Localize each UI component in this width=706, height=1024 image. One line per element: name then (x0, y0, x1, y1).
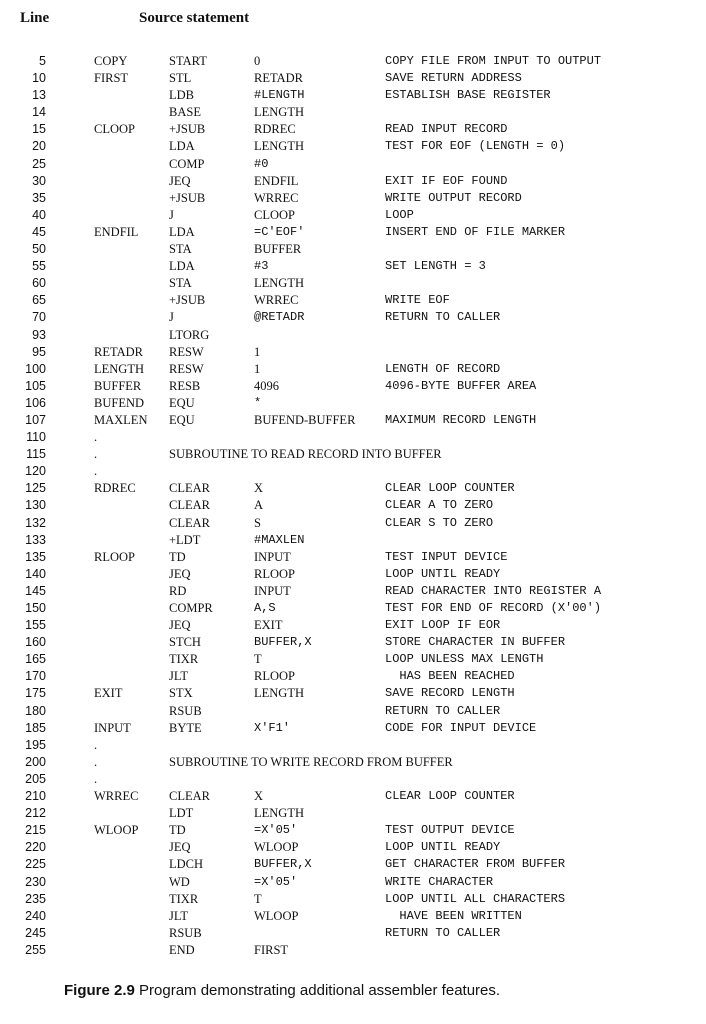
comment-field: ESTABLISH BASE REGISTER (385, 88, 551, 103)
label-field: ENDFIL (94, 224, 139, 239)
operand-field: FIRST (254, 942, 289, 957)
opcode-field: +JSUB (169, 190, 206, 205)
comment-field: LOOP UNTIL READY (385, 566, 501, 581)
opcode-field: SUBROUTINE TO READ RECORD INTO BUFFER (169, 447, 442, 462)
label-field: RETADR (94, 344, 143, 359)
listing-row (0, 497, 706, 514)
operand-field: WRREC (254, 190, 299, 205)
operand-field: RETADR (254, 71, 303, 86)
line-number: 195 (25, 737, 46, 752)
listing-row (0, 224, 706, 241)
operand-field: RLOOP (254, 669, 295, 684)
opcode-field: CLEAR (169, 498, 210, 513)
line-number: 10 (32, 71, 46, 86)
opcode-field: LDA (169, 259, 195, 274)
caption-text: Program demonstrating additional assembler features. (139, 982, 501, 999)
operand-field: =C'EOF' (254, 224, 305, 239)
listing-row (0, 480, 706, 497)
line-number: 155 (25, 618, 46, 633)
operand-field: X (254, 789, 264, 804)
line-number: 30 (32, 173, 46, 188)
operand-field: 4096 (254, 378, 279, 393)
opcode-field: END (169, 942, 195, 957)
comment-field: CLEAR S TO ZERO (385, 515, 494, 530)
operand-field: LENGTH (254, 806, 304, 821)
operand-field: WLOOP (254, 840, 299, 855)
listing-row (0, 87, 706, 104)
label-field: . (94, 754, 98, 769)
opcode-field: TD (169, 549, 186, 564)
comment-field: INSERT END OF FILE MARKER (385, 224, 566, 239)
opcode-field: JEQ (169, 840, 191, 855)
line-number: 185 (25, 720, 46, 735)
line-number: 225 (25, 857, 46, 872)
label-field: BUFFER (94, 378, 142, 393)
listing-row (0, 583, 706, 600)
opcode-field: STA (169, 276, 192, 291)
opcode-field: RD (169, 583, 187, 598)
line-number: 13 (32, 88, 46, 103)
label-field: INPUT (94, 720, 131, 735)
figure-number: Figure 2.9 (64, 982, 135, 999)
operand-field: T (254, 891, 262, 906)
label-field: . (94, 447, 98, 462)
comment-field: WRITE EOF (385, 293, 450, 308)
operand-field: A (254, 498, 264, 513)
listing-row (0, 874, 706, 891)
listing-row (0, 378, 706, 395)
line-number: 135 (25, 549, 46, 564)
opcode-field: +JSUB (169, 293, 206, 308)
listing-row (0, 668, 706, 685)
listing-row (0, 361, 706, 378)
line-number: 145 (25, 583, 46, 598)
opcode-field: BYTE (169, 720, 202, 735)
opcode-field: LDA (169, 224, 195, 239)
label-field: . (94, 464, 98, 479)
listing-row (0, 685, 706, 702)
label-field: MAXLEN (94, 412, 148, 427)
line-number: 245 (25, 925, 46, 940)
label-field: RLOOP (94, 549, 135, 564)
label-field: BUFEND (94, 395, 145, 410)
opcode-field: +JSUB (169, 122, 206, 137)
operand-field: =X'05' (254, 823, 298, 838)
operand-field: T (254, 652, 262, 667)
opcode-field: RSUB (169, 925, 202, 940)
line-number: 240 (25, 908, 46, 923)
opcode-field: CLEAR (169, 481, 210, 496)
line-number: 235 (25, 891, 46, 906)
listing-row (0, 70, 706, 87)
line-number: 25 (32, 156, 46, 171)
comment-field: SET LENGTH = 3 (385, 259, 486, 274)
listing-row (0, 891, 706, 908)
comment-field: TEST INPUT DEVICE (385, 549, 508, 564)
operand-field: LENGTH (254, 139, 304, 154)
operand-field: WRREC (254, 293, 299, 308)
comment-field: READ CHARACTER INTO REGISTER A (385, 583, 602, 598)
line-number: 175 (25, 686, 46, 701)
line-number: 180 (25, 703, 46, 718)
line-number: 93 (32, 327, 46, 342)
listing-row (0, 515, 706, 532)
listing-row (0, 771, 706, 788)
listing-row (0, 275, 706, 292)
comment-field: RETURN TO CALLER (385, 703, 501, 718)
comment-field: TEST FOR END OF RECORD (X'00') (385, 601, 602, 615)
opcode-field: EQU (169, 412, 195, 427)
opcode-field: SUBROUTINE TO WRITE RECORD FROM BUFFER (169, 754, 453, 769)
operand-field: BUFEND-BUFFER (254, 412, 356, 427)
operand-field: LENGTH (254, 276, 304, 291)
opcode-field: STCH (169, 635, 201, 650)
operand-field: #MAXLEN (254, 532, 305, 547)
listing-row (0, 617, 706, 634)
line-number: 35 (32, 190, 46, 205)
opcode-field: EQU (169, 395, 195, 410)
listing-row (0, 463, 706, 480)
opcode-field: J (169, 310, 174, 325)
listing-row (0, 549, 706, 566)
comment-field: EXIT LOOP IF EOR (385, 618, 501, 633)
line-number: 70 (32, 310, 46, 325)
line-number: 95 (32, 344, 46, 359)
comment-field: STORE CHARACTER IN BUFFER (385, 635, 566, 650)
operand-field: RDREC (254, 122, 296, 137)
comment-field: CLEAR A TO ZERO (385, 498, 494, 513)
operand-field: X (254, 481, 264, 496)
operand-field: INPUT (254, 549, 291, 564)
line-number: 150 (25, 601, 46, 615)
comment-field: 4096-BYTE BUFFER AREA (385, 378, 537, 393)
opcode-field: TD (169, 823, 186, 838)
opcode-field: JEQ (169, 173, 191, 188)
operand-field: A,S (254, 601, 276, 615)
listing-row (0, 344, 706, 361)
listing-row (0, 241, 706, 258)
listing-row (0, 309, 706, 326)
operand-field: CLOOP (254, 207, 295, 222)
line-number: 20 (32, 139, 46, 154)
operand-field: LENGTH (254, 105, 304, 120)
operand-field: EXIT (254, 618, 283, 633)
label-field: CLOOP (94, 122, 135, 137)
operand-field: S (254, 515, 261, 530)
operand-field: BUFFER,X (254, 635, 312, 650)
listing-row (0, 258, 706, 275)
line-number: 100 (25, 361, 46, 376)
opcode-field: COMPR (169, 601, 213, 615)
opcode-field: START (169, 54, 207, 68)
listing-row (0, 207, 706, 224)
line-number: 130 (25, 498, 46, 513)
line-number: 115 (26, 447, 46, 462)
label-field: EXIT (94, 686, 123, 701)
line-number: 60 (32, 276, 46, 291)
comment-field: LOOP UNTIL ALL CHARACTERS (385, 891, 566, 906)
line-number: 132 (25, 515, 46, 530)
opcode-field: LDA (169, 139, 195, 154)
listing-header (0, 10, 706, 30)
label-field: WLOOP (94, 823, 139, 838)
comment-field: LOOP (385, 207, 414, 222)
comment-field: HAS BEEN REACHED (385, 669, 515, 684)
listing-row (0, 600, 706, 617)
listing-row (0, 634, 706, 651)
operand-field: * (254, 395, 262, 410)
opcode-field: LDB (169, 88, 194, 103)
comment-field: WRITE CHARACTER (385, 874, 494, 889)
line-number: 105 (25, 378, 46, 393)
comment-field: READ INPUT RECORD (385, 122, 508, 137)
operand-field: 0 (254, 54, 261, 68)
line-number: 200 (25, 754, 46, 769)
listing-row (0, 138, 706, 155)
listing-row (0, 53, 706, 70)
comment-field: CLEAR LOOP COUNTER (385, 789, 515, 804)
label-field: . (94, 430, 98, 445)
operand-field: BUFFER (254, 242, 302, 257)
label-field: LENGTH (94, 361, 144, 376)
listing-row (0, 805, 706, 822)
line-number: 40 (32, 207, 46, 222)
comment-field: TEST FOR EOF (LENGTH = 0) (385, 139, 566, 154)
comment-field: WRITE OUTPUT RECORD (385, 190, 522, 205)
listing-row (0, 190, 706, 207)
listing-row (0, 754, 706, 771)
comment-field: MAXIMUM RECORD LENGTH (385, 412, 537, 427)
operand-field: #3 (254, 259, 269, 274)
line-number: 220 (25, 840, 46, 855)
comment-field: HAVE BEEN WRITTEN (385, 908, 522, 923)
comment-field: CLEAR LOOP COUNTER (385, 481, 515, 496)
operand-field: 1 (254, 344, 261, 359)
listing-row (0, 566, 706, 583)
comment-field: COPY FILE FROM INPUT TO OUTPUT (385, 54, 602, 68)
listing-row (0, 412, 706, 429)
opcode-field: CLEAR (169, 789, 210, 804)
opcode-field: STA (169, 242, 192, 257)
operand-field: ENDFIL (254, 173, 299, 188)
label-field: RDREC (94, 481, 136, 496)
listing-row (0, 395, 706, 412)
line-number: 160 (25, 635, 46, 650)
operand-field: WLOOP (254, 908, 299, 923)
line-number: 5 (39, 54, 46, 68)
opcode-field: LDT (169, 806, 194, 821)
listing-row (0, 942, 706, 959)
opcode-field: RSUB (169, 703, 202, 718)
opcode-field: TIXR (169, 891, 199, 906)
opcode-field: BASE (169, 105, 201, 120)
operand-field: =X'05' (254, 874, 298, 889)
line-number: 230 (25, 874, 46, 889)
listing-row (0, 822, 706, 839)
label-field: FIRST (94, 71, 129, 86)
line-number: 205 (25, 771, 46, 786)
opcode-field: CLEAR (169, 515, 210, 530)
label-field: . (94, 771, 98, 786)
opcode-field: JEQ (169, 618, 191, 633)
listing-row (0, 173, 706, 190)
line-number: 15 (32, 122, 46, 137)
listing-row (0, 104, 706, 121)
line-number: 215 (25, 823, 46, 838)
label-field: WRREC (94, 789, 139, 804)
comment-field: GET CHARACTER FROM BUFFER (385, 857, 566, 872)
line-number: 106 (25, 395, 46, 410)
line-number: 210 (25, 789, 46, 804)
line-number: 125 (25, 481, 46, 496)
listing-row (0, 429, 706, 446)
line-number: 55 (32, 259, 46, 274)
operand-field: LENGTH (254, 686, 304, 701)
comment-field: EXIT IF EOF FOUND (385, 173, 508, 188)
opcode-field: COMP (169, 156, 205, 171)
listing-row (0, 703, 706, 720)
line-number: 50 (32, 242, 46, 257)
listing-row (0, 839, 706, 856)
line-number: 65 (32, 293, 46, 308)
listing-row (0, 788, 706, 805)
opcode-field: JLT (169, 908, 188, 923)
line-number: 133 (25, 532, 46, 547)
line-number: 110 (26, 430, 46, 445)
opcode-field: RESW (169, 361, 204, 376)
opcode-field: JLT (169, 669, 188, 684)
assembler-listing (0, 53, 706, 959)
comment-field: LOOP UNLESS MAX LENGTH (385, 652, 544, 667)
comment-field: LENGTH OF RECORD (385, 361, 501, 376)
listing-row (0, 446, 706, 463)
opcode-field: WD (169, 874, 190, 889)
comment-field: TEST OUTPUT DEVICE (385, 823, 515, 838)
comment-field: RETURN TO CALLER (385, 310, 501, 325)
line-number: 165 (25, 652, 46, 667)
line-number: 120 (25, 464, 46, 479)
source-column-header: Source statement (139, 10, 250, 26)
figure-caption (64, 982, 500, 999)
opcode-field: JEQ (169, 566, 191, 581)
comment-field: LOOP UNTIL READY (385, 840, 501, 855)
operand-field: RLOOP (254, 566, 295, 581)
line-number: 140 (25, 566, 46, 581)
line-number: 14 (32, 105, 46, 120)
opcode-field: LDCH (169, 857, 204, 872)
listing-row (0, 908, 706, 925)
opcode-field: STX (169, 686, 193, 701)
line-number: 255 (25, 942, 46, 957)
label-field: . (94, 737, 98, 752)
listing-row (0, 292, 706, 309)
operand-field: X'F1' (254, 720, 291, 735)
listing-row (0, 856, 706, 873)
label-field: COPY (94, 54, 128, 68)
listing-row (0, 121, 706, 138)
opcode-field: STL (169, 71, 192, 86)
line-column-header: Line (20, 10, 50, 26)
operand-field: #0 (254, 156, 269, 171)
line-number: 107 (25, 412, 46, 427)
line-number: 170 (25, 669, 46, 684)
opcode-field: J (169, 207, 174, 222)
line-number: 45 (32, 224, 46, 239)
listing-row (0, 156, 706, 173)
operand-field: BUFFER,X (254, 857, 312, 872)
comment-field: RETURN TO CALLER (385, 925, 501, 940)
listing-row (0, 532, 706, 549)
line-number: 212 (25, 806, 46, 821)
comment-field: SAVE RETURN ADDRESS (385, 71, 522, 86)
opcode-field: TIXR (169, 652, 199, 667)
listing-row (0, 651, 706, 668)
operand-field: @RETADR (254, 310, 305, 325)
opcode-field: LTORG (169, 327, 210, 342)
listing-row (0, 720, 706, 737)
operand-field: 1 (254, 361, 261, 376)
operand-field: INPUT (254, 583, 291, 598)
comment-field: CODE FOR INPUT DEVICE (385, 720, 537, 735)
opcode-field: RESW (169, 344, 204, 359)
comment-field: SAVE RECORD LENGTH (385, 686, 515, 701)
listing-row (0, 737, 706, 754)
listing-row (0, 327, 706, 344)
operand-field: #LENGTH (254, 88, 305, 103)
opcode-field: +LDT (169, 532, 201, 547)
listing-row (0, 925, 706, 942)
opcode-field: RESB (169, 378, 201, 393)
